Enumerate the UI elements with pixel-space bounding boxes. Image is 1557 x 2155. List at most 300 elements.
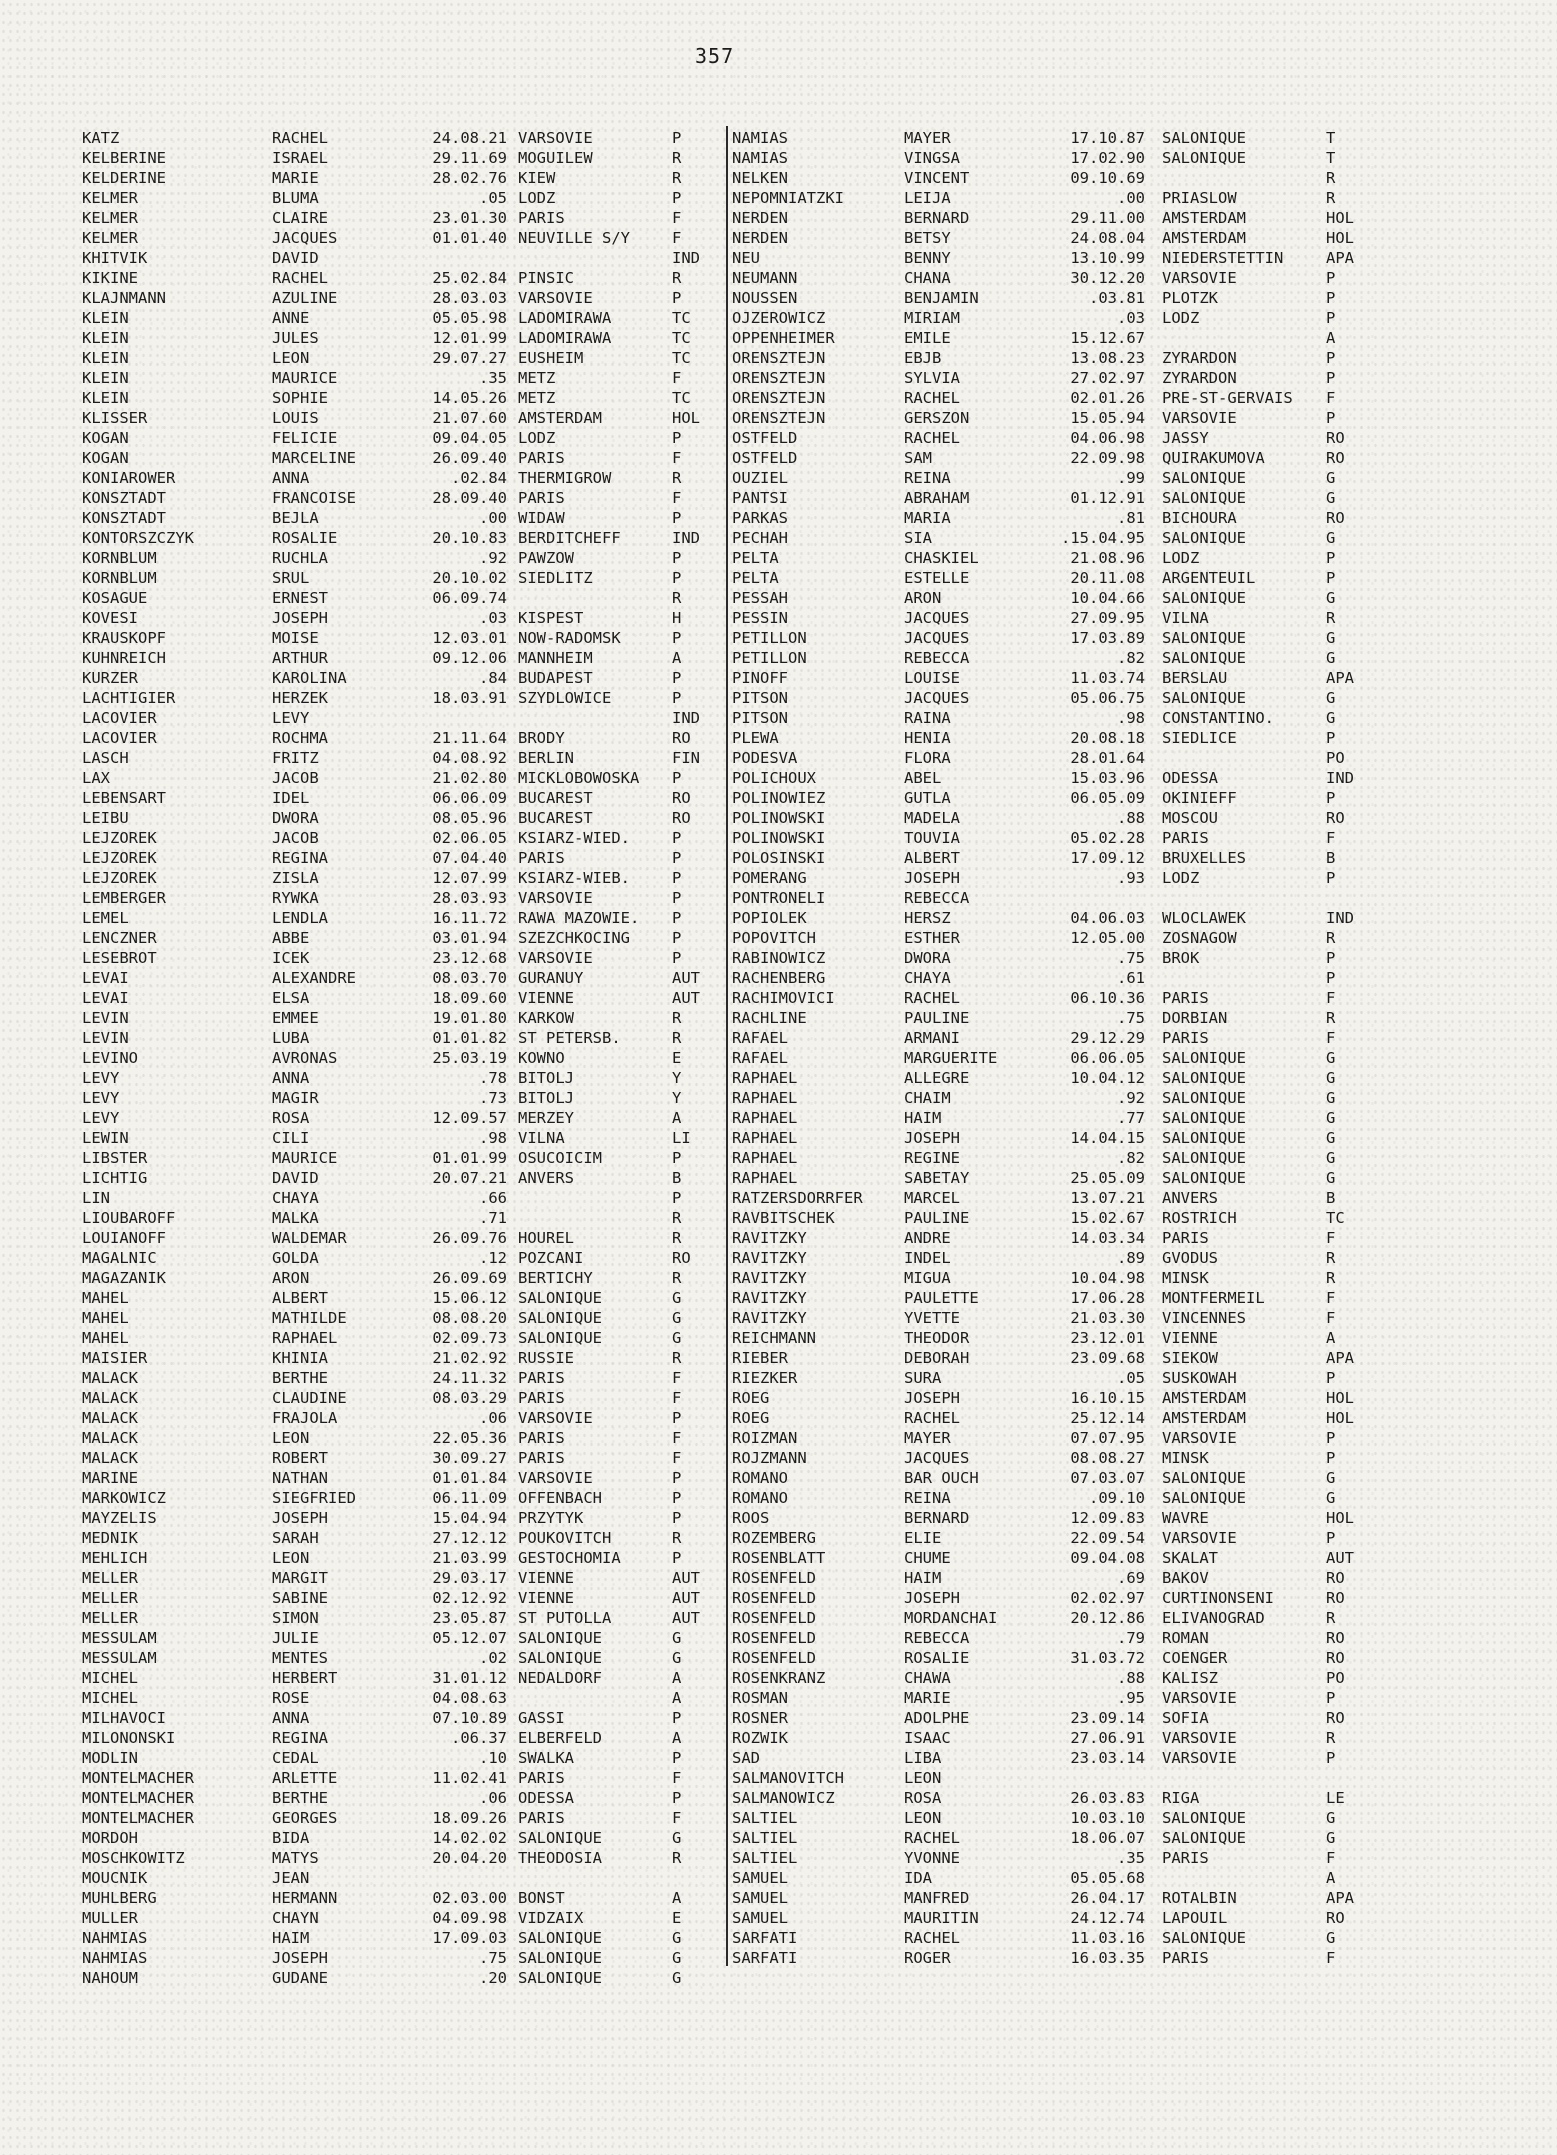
country-code: TC: [672, 329, 691, 347]
list-row: [732, 1868, 1342, 1888]
surname: KONIAROWER: [82, 469, 176, 487]
right-column-list: [732, 128, 1354, 1968]
list-row: [82, 548, 722, 568]
surname: LACHTIGIER: [82, 689, 176, 707]
surname: MONTELMACHER: [82, 1809, 194, 1827]
birth-place: BAKOV: [1162, 1569, 1209, 1587]
first-name: CHAIM: [904, 1089, 951, 1107]
birth-date: .06: [479, 1789, 507, 1807]
birth-date: 16.10.15: [1070, 1389, 1145, 1407]
birth-date: 14.04.15: [1070, 1129, 1145, 1147]
surname: KLEIN: [82, 309, 129, 327]
birth-date: .02: [479, 1649, 507, 1667]
birth-place: ROMAN: [1162, 1629, 1209, 1647]
birth-date: 04.09.98: [432, 1909, 507, 1927]
surname: RAPHAEL: [732, 1129, 798, 1147]
list-row: [732, 1828, 1342, 1848]
birth-place: AMSTERDAM: [518, 409, 602, 427]
first-name: ESTHER: [904, 929, 960, 947]
surname: ROSENBLATT: [732, 1549, 826, 1567]
country-code: G: [1326, 1829, 1336, 1847]
birth-date: 20.12.86: [1070, 1609, 1145, 1627]
birth-date: 17.03.89: [1070, 629, 1145, 647]
list-row: [82, 688, 722, 708]
birth-place: METZ: [518, 369, 556, 387]
birth-date: 26.04.17: [1070, 1889, 1145, 1907]
first-name: ANNA: [272, 1069, 310, 1087]
country-code: P: [1326, 569, 1336, 587]
birth-date: 23.01.30: [432, 209, 507, 227]
first-name: LEVY: [272, 709, 310, 727]
country-code: R: [1326, 189, 1336, 207]
birth-date: 01.01.82: [432, 1029, 507, 1047]
country-code: G: [1326, 629, 1336, 647]
surname: PELTA: [732, 549, 779, 567]
birth-place: SZYDLOWICE: [518, 689, 612, 707]
birth-place: OKINIEFF: [1162, 789, 1237, 807]
birth-place: THEODOSIA: [518, 1849, 602, 1867]
surname: LEJZOREK: [82, 869, 157, 887]
surname: ROSENFELD: [732, 1589, 816, 1607]
first-name: KAROLINA: [272, 669, 347, 687]
surname: MAHEL: [82, 1329, 129, 1347]
first-name: JACQUES: [904, 629, 970, 647]
list-row: [82, 1708, 722, 1728]
first-name: IDEL: [272, 789, 310, 807]
country-code: P: [1326, 869, 1336, 887]
list-row: [82, 1188, 722, 1208]
first-name: FRANCOISE: [272, 489, 356, 507]
country-code: P: [672, 889, 682, 907]
first-name: DWORA: [904, 949, 951, 967]
birth-place: OFFENBACH: [518, 1489, 602, 1507]
first-name: ADOLPHE: [904, 1709, 970, 1727]
country-code: P: [1326, 729, 1336, 747]
birth-place: MINSK: [1162, 1449, 1209, 1467]
birth-date: 17.02.90: [1070, 149, 1145, 167]
birth-date: 01.01.99: [432, 1149, 507, 1167]
country-code: G: [672, 1309, 682, 1327]
list-row: [732, 868, 1342, 888]
country-code: R: [1326, 929, 1336, 947]
list-row: [82, 388, 722, 408]
birth-date: 16.03.35: [1070, 1949, 1145, 1967]
surname: PONTRONELI: [732, 889, 826, 907]
list-row: [82, 968, 722, 988]
country-code: P: [1326, 289, 1336, 307]
birth-place: VILNA: [1162, 609, 1209, 627]
first-name: LUBA: [272, 1029, 310, 1047]
first-name: RACHEL: [272, 269, 328, 287]
birth-place: ZYRARDON: [1162, 349, 1237, 367]
country-code: P: [1326, 969, 1336, 987]
list-row: [82, 888, 722, 908]
list-row: [82, 848, 722, 868]
birth-place: DORBIAN: [1162, 1009, 1228, 1027]
birth-place: KIEW: [518, 169, 556, 187]
birth-date: 04.08.92: [432, 749, 507, 767]
first-name: ABBE: [272, 929, 310, 947]
country-code: F: [1326, 389, 1336, 407]
list-row: [732, 688, 1342, 708]
list-row: [82, 828, 722, 848]
list-row: [732, 308, 1342, 328]
surname: POLICHOUX: [732, 769, 816, 787]
list-row: [82, 868, 722, 888]
birth-date: 25.02.84: [432, 269, 507, 287]
surname: NAHMIAS: [82, 1929, 148, 1947]
surname: MELLER: [82, 1569, 138, 1587]
surname: MICHEL: [82, 1669, 138, 1687]
first-name: GOLDA: [272, 1249, 319, 1267]
surname: SAMUEL: [732, 1869, 788, 1887]
first-name: JACQUES: [904, 609, 970, 627]
first-name: GUDANE: [272, 1969, 328, 1987]
surname: ORENSZTEJN: [732, 369, 826, 387]
birth-place: SALONIQUE: [518, 1929, 602, 1947]
list-row: [82, 168, 722, 188]
first-name: REINA: [904, 1489, 951, 1507]
birth-date: 20.10.02: [432, 569, 507, 587]
birth-date: 01.01.40: [432, 229, 507, 247]
country-code: P: [672, 929, 682, 947]
list-row: [732, 1328, 1342, 1348]
birth-place: BERSLAU: [1162, 669, 1228, 687]
birth-date: 06.09.74: [432, 589, 507, 607]
country-code: P: [672, 1489, 682, 1507]
list-row: [82, 1568, 722, 1588]
list-row: [732, 548, 1342, 568]
birth-date: .92: [479, 549, 507, 567]
country-code: F: [1326, 1849, 1336, 1867]
first-name: MATYS: [272, 1849, 319, 1867]
first-name: BAR OUCH: [904, 1469, 979, 1487]
birth-date: 15.04.94: [432, 1509, 507, 1527]
birth-date: 15.05.94: [1070, 409, 1145, 427]
surname: KLEIN: [82, 389, 129, 407]
birth-date: .75: [1117, 949, 1145, 967]
surname: LENCZNER: [82, 929, 157, 947]
surname: NERDEN: [732, 229, 788, 247]
birth-place: KOWNO: [518, 1049, 565, 1067]
list-row: [82, 808, 722, 828]
country-code: P: [672, 869, 682, 887]
first-name: ARTHUR: [272, 649, 328, 667]
surname: KOGAN: [82, 429, 129, 447]
country-code: T: [1326, 149, 1336, 167]
first-name: LOUIS: [272, 409, 319, 427]
first-name: LOUISE: [904, 669, 960, 687]
birth-date: 28.01.64: [1070, 749, 1145, 767]
first-name: ANNA: [272, 1709, 310, 1727]
country-code: G: [1326, 1929, 1336, 1947]
birth-date: 20.10.83: [432, 529, 507, 547]
list-row: [732, 1348, 1354, 1368]
birth-date: .66: [479, 1189, 507, 1207]
birth-place: COENGER: [1162, 1649, 1228, 1667]
first-name: JACOB: [272, 769, 319, 787]
country-code: G: [1326, 589, 1336, 607]
list-row: [82, 628, 722, 648]
first-name: MAGIR: [272, 1089, 319, 1107]
birth-place: SALONIQUE: [1162, 129, 1246, 147]
first-name: WALDEMAR: [272, 1229, 347, 1247]
country-code: P: [672, 629, 682, 647]
country-code: RO: [1326, 1629, 1345, 1647]
surname: NEU: [732, 249, 760, 267]
birth-date: .81: [1117, 509, 1145, 527]
surname: SAD: [732, 1749, 760, 1767]
birth-date: 15.02.67: [1070, 1209, 1145, 1227]
first-name: RACHEL: [904, 989, 960, 1007]
surname: NAMIAS: [732, 149, 788, 167]
list-row: [732, 1548, 1354, 1568]
country-code: LI: [672, 1129, 691, 1147]
birth-date: 12.07.99: [432, 869, 507, 887]
birth-place: BUDAPEST: [518, 669, 593, 687]
list-row: [82, 1108, 722, 1128]
birth-place: BERDITCHEFF: [518, 529, 621, 547]
first-name: CLAUDINE: [272, 1389, 347, 1407]
birth-place: GESTOCHOMIA: [518, 1549, 621, 1567]
birth-place: ELBERFELD: [518, 1729, 602, 1747]
birth-date: 19.01.80: [432, 1009, 507, 1027]
list-row: [82, 1348, 722, 1368]
country-code: G: [672, 1649, 682, 1667]
birth-place: GVODUS: [1162, 1249, 1218, 1267]
first-name: ESTELLE: [904, 569, 970, 587]
first-name: MOISE: [272, 629, 319, 647]
birth-place: CURTINONSENI: [1162, 1589, 1274, 1607]
surname: LEVAI: [82, 989, 129, 1007]
list-row: [82, 468, 722, 488]
country-code: A: [672, 1109, 682, 1127]
birth-date: 28.02.76: [432, 169, 507, 187]
country-code: A: [672, 1689, 682, 1707]
list-row: [732, 528, 1342, 548]
country-code: AUT: [672, 1569, 700, 1587]
list-row: [82, 1408, 722, 1428]
list-row: [732, 788, 1342, 808]
birth-date: .92: [1117, 1089, 1145, 1107]
country-code: G: [672, 1829, 682, 1847]
birth-date: 06.06.05: [1070, 1049, 1145, 1067]
country-code: P: [672, 1549, 682, 1567]
surname: MODLIN: [82, 1749, 138, 1767]
birth-date: 13.07.21: [1070, 1189, 1145, 1207]
country-code: G: [1326, 689, 1336, 707]
first-name: MAURICE: [272, 369, 338, 387]
surname: ROZEMBERG: [732, 1529, 816, 1547]
surname: KORNBLUM: [82, 549, 157, 567]
country-code: R: [1326, 1009, 1336, 1027]
birth-place: VIENNE: [518, 1569, 574, 1587]
birth-date: .93: [1117, 869, 1145, 887]
country-code: F: [672, 1809, 682, 1827]
birth-place: VILNA: [518, 1129, 565, 1147]
birth-date: 01.01.84: [432, 1469, 507, 1487]
birth-place: NEDALDORF: [518, 1669, 602, 1687]
first-name: MARIE: [904, 1689, 951, 1707]
birth-place: RAWA MAZOWIE.: [518, 909, 640, 927]
country-code: AUT: [1326, 1549, 1354, 1567]
list-row: [732, 1608, 1342, 1628]
surname: POLINOWSKI: [732, 809, 826, 827]
surname: RAPHAEL: [732, 1149, 798, 1167]
birth-date: 02.03.00: [432, 1889, 507, 1907]
first-name: JEAN: [272, 1869, 310, 1887]
country-code: P: [672, 909, 682, 927]
surname: KLEIN: [82, 369, 129, 387]
surname: MALACK: [82, 1449, 138, 1467]
birth-date: .05: [1117, 1369, 1145, 1387]
country-code: IND: [672, 529, 700, 547]
first-name: RACHEL: [272, 129, 328, 147]
surname: MORDOH: [82, 1829, 138, 1847]
first-name: ISAAC: [904, 1729, 951, 1747]
surname: RAFAEL: [732, 1049, 788, 1067]
surname: ORENSZTEJN: [732, 349, 826, 367]
birth-place: VARSOVIE: [1162, 269, 1237, 287]
birth-date: 20.11.08: [1070, 569, 1145, 587]
birth-date: 07.03.07: [1070, 1469, 1145, 1487]
first-name: CHAYA: [904, 969, 951, 987]
surname: LEVAI: [82, 969, 129, 987]
first-name: YVONNE: [904, 1849, 960, 1867]
country-code: P: [1326, 349, 1336, 367]
country-code: A: [1326, 1869, 1336, 1887]
country-code: F: [1326, 1289, 1336, 1307]
surname: KLEIN: [82, 349, 129, 367]
birth-date: 09.04.05: [432, 429, 507, 447]
list-row: [732, 1908, 1345, 1928]
list-row: [82, 648, 722, 668]
birth-place: THERMIGROW: [518, 469, 612, 487]
first-name: RYWKA: [272, 889, 319, 907]
country-code: RO: [672, 729, 691, 747]
birth-date: .77: [1117, 1109, 1145, 1127]
first-name: EMILE: [904, 329, 951, 347]
first-name: MARIA: [904, 509, 951, 527]
list-row: [732, 148, 1342, 168]
surname: PITSON: [732, 689, 788, 707]
first-name: EBJB: [904, 349, 942, 367]
first-name: SABETAY: [904, 1169, 970, 1187]
surname: MALACK: [82, 1369, 138, 1387]
surname: SALTIEL: [732, 1829, 798, 1847]
birth-place: SALONIQUE: [1162, 489, 1246, 507]
first-name: ELIE: [904, 1529, 942, 1547]
first-name: SARAH: [272, 1529, 319, 1547]
birth-place: VARSOVIE: [1162, 1689, 1237, 1707]
surname: LIOUBAROFF: [82, 1209, 176, 1227]
birth-place: SOFIA: [1162, 1709, 1209, 1727]
birth-date: 25.03.19: [432, 1049, 507, 1067]
list-row: [732, 208, 1354, 228]
list-row: [732, 1068, 1342, 1088]
birth-date: 15.03.96: [1070, 769, 1145, 787]
list-row: [82, 1608, 722, 1628]
surname: MILHAVOCI: [82, 1709, 166, 1727]
surname: NAHOUM: [82, 1969, 138, 1987]
country-code: RO: [1326, 509, 1345, 527]
list-row: [82, 728, 722, 748]
country-code: F: [672, 1389, 682, 1407]
birth-date: 06.11.09: [432, 1489, 507, 1507]
list-row: [732, 908, 1354, 928]
surname: KHITVIK: [82, 249, 148, 267]
list-row: [82, 1868, 722, 1888]
country-code: E: [672, 1049, 682, 1067]
birth-place: SALONIQUE: [1162, 1469, 1246, 1487]
country-code: H: [672, 609, 682, 627]
birth-date: 24.08.21: [432, 129, 507, 147]
surname: PETILLON: [732, 629, 807, 647]
first-name: BLUMA: [272, 189, 319, 207]
list-row: [732, 568, 1342, 588]
birth-date: 10.04.12: [1070, 1069, 1145, 1087]
country-code: TC: [672, 309, 691, 327]
birth-date: 10.04.66: [1070, 589, 1145, 607]
list-row: [732, 248, 1354, 268]
country-code: P: [1326, 409, 1336, 427]
country-code: A: [672, 1889, 682, 1907]
country-code: A: [672, 1669, 682, 1687]
birth-place: PINSIC: [518, 269, 574, 287]
birth-place: BONST: [518, 1889, 565, 1907]
birth-place: SALONIQUE: [518, 1329, 602, 1347]
list-row: [82, 668, 722, 688]
surname: ROSENFELD: [732, 1609, 816, 1627]
first-name: ALEXANDRE: [272, 969, 356, 987]
list-row: [732, 1028, 1342, 1048]
first-name: PAULINE: [904, 1209, 970, 1227]
birth-date: 21.11.64: [432, 729, 507, 747]
birth-place: PARIS: [1162, 1849, 1209, 1867]
first-name: MORDANCHAI: [904, 1609, 998, 1627]
first-name: ZISLA: [272, 869, 319, 887]
country-code: G: [1326, 1489, 1336, 1507]
birth-place: VARSOVIE: [1162, 409, 1237, 427]
first-name: JOSEPH: [904, 869, 960, 887]
birth-date: .88: [1117, 1669, 1145, 1687]
country-code: F: [1326, 1309, 1336, 1327]
first-name: ROBERT: [272, 1449, 328, 1467]
birth-date: 22.09.54: [1070, 1529, 1145, 1547]
country-code: R: [1326, 609, 1336, 627]
surname: ROIZMAN: [732, 1429, 798, 1447]
country-code: P: [672, 189, 682, 207]
birth-date: 14.02.02: [432, 1829, 507, 1847]
surname: LEVY: [82, 1069, 120, 1087]
surname: PITSON: [732, 709, 788, 727]
birth-place: NEUVILLE S/Y: [518, 229, 630, 247]
surname: ROSNER: [732, 1709, 788, 1727]
country-code: G: [1326, 649, 1336, 667]
country-code: F: [672, 209, 682, 227]
first-name: BERNARD: [904, 209, 970, 227]
birth-place: RIGA: [1162, 1789, 1200, 1807]
first-name: JOSEPH: [904, 1389, 960, 1407]
country-code: P: [672, 829, 682, 847]
surname: RIEBER: [732, 1349, 788, 1367]
surname: RAVITZKY: [732, 1289, 807, 1307]
surname: LEVINO: [82, 1049, 138, 1067]
surname: LACOVIER: [82, 709, 157, 727]
birth-date: 26.09.76: [432, 1229, 507, 1247]
country-code: HOL: [1326, 1509, 1354, 1527]
list-row: [732, 968, 1342, 988]
